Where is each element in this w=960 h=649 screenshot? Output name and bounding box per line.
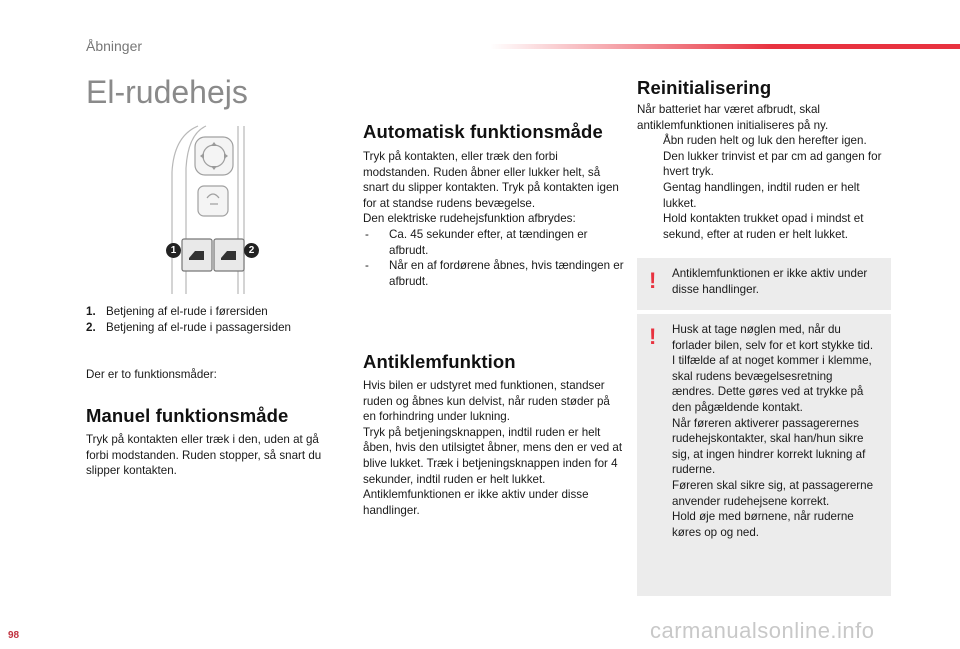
warning-box-1 bbox=[637, 258, 891, 310]
automatic-body: Tryk på kontakten, eller træk den forbi modstanden. Ruden åbner eller lukker helt, så snart du slipper kontakten. Tryk på kontakten igen for at standse rudens bevægelse. bbox=[363, 150, 619, 210]
reinit-body: Når batteriet har været afbrudt, skal antiklemfunktionen initialiseres på ny. bbox=[637, 103, 829, 132]
automatic-section bbox=[363, 149, 625, 289]
automatic-interrupt-list bbox=[363, 227, 625, 289]
reinit-section bbox=[637, 102, 889, 242]
antipinch-section bbox=[363, 378, 625, 518]
watermark: carmanualsonline.info bbox=[650, 618, 875, 643]
automatic-heading: Automatisk funktionsmåde bbox=[363, 121, 603, 142]
list-item: - Når en af fordørene åbnes, hvis tændingen er afbrudt. bbox=[365, 259, 624, 288]
antipinch-body-2: Tryk på betjeningsknappen, indtil ruden er helt åben, hvis den utilsigtet åbner, mens den er ved at blive lukket. Træk i betjeningsknappen inden for 4 sekunder, indtil ruden er helt lukket. bbox=[363, 425, 623, 486]
legend-item: 2. Betjening af el-rude i passagersiden bbox=[86, 320, 291, 334]
figure-legend bbox=[86, 304, 346, 335]
intro-text: Der er to funktionsmåder: bbox=[86, 368, 217, 381]
header-accent-bar bbox=[490, 44, 960, 49]
window-switch-illustration bbox=[160, 122, 270, 294]
section-title: Åbninger bbox=[86, 38, 143, 54]
automatic-interrupt-intro: Den elektriske rudehejsfunktion afbrydes: bbox=[363, 212, 576, 226]
warning-icon: ! bbox=[649, 268, 657, 293]
page-title: El-rudehejs bbox=[86, 74, 248, 110]
list-item: - Ca. 45 sekunder efter, at tændingen er afbrudt. bbox=[365, 227, 588, 257]
list-item: Gentag handlingen, indtil ruden er helt lukket. bbox=[663, 180, 860, 210]
list-item: Åbn ruden helt og luk den herefter igen. Den lukker trinvist et par cm ad gangen for hvert tryk. bbox=[663, 134, 882, 179]
antipinch-body: Hvis bilen er udstyret med funktionen, standser ruden og åbnes kun delvist, når ruden støder på en forhindring under lukning. bbox=[363, 379, 610, 424]
legend-item: 1. Betjening af el-rude i førersiden bbox=[86, 305, 268, 318]
warning-text: Antiklemfunktionen er ikke aktiv under disse handlinger. bbox=[672, 267, 868, 296]
callout-1-badge: 1 bbox=[166, 243, 181, 258]
callout-2-badge: 2 bbox=[244, 243, 259, 258]
page-number: 98 bbox=[8, 630, 20, 641]
warning-icon: ! bbox=[649, 324, 657, 349]
antipinch-heading: Antiklemfunktion bbox=[363, 351, 516, 372]
antipinch-body-3: Antiklemfunktionen er ikke aktiv under disse handlinger. bbox=[363, 488, 589, 517]
manual-body: Tryk på kontakten eller træk i den, uden at gå forbi modstanden. Ruden stopper, så snart du slipper kontakten. bbox=[86, 433, 322, 478]
reinit-steps bbox=[637, 133, 889, 242]
list-item: Hold kontakten trukket opad i mindst et sekund, efter at ruden er helt lukket. bbox=[663, 212, 864, 241]
manual-heading: Manuel funktionsmåde bbox=[86, 405, 289, 426]
warning-box-2 bbox=[637, 314, 891, 596]
warning-text: Husk at tage nøglen med, når du forlader bilen, selv for et kort stykke tid. I tilfælde af at noget kommer i klemme, skal rudens bevægelsesretning ændres. Dette gøres ved at trykke på den pågældende kontakt. Når føreren aktiverer passagerernes rudehejskontakter, skal han/hun sikre sig, at ingen hindrer korrekt lukning af ruderne. Føreren skal sikre sig, at passagererne anvender rudehejsene korrekt. Hold øje med børnene, når ruderne køres op og ned. bbox=[672, 323, 874, 539]
reinit-heading: Reinitialisering bbox=[637, 77, 772, 98]
